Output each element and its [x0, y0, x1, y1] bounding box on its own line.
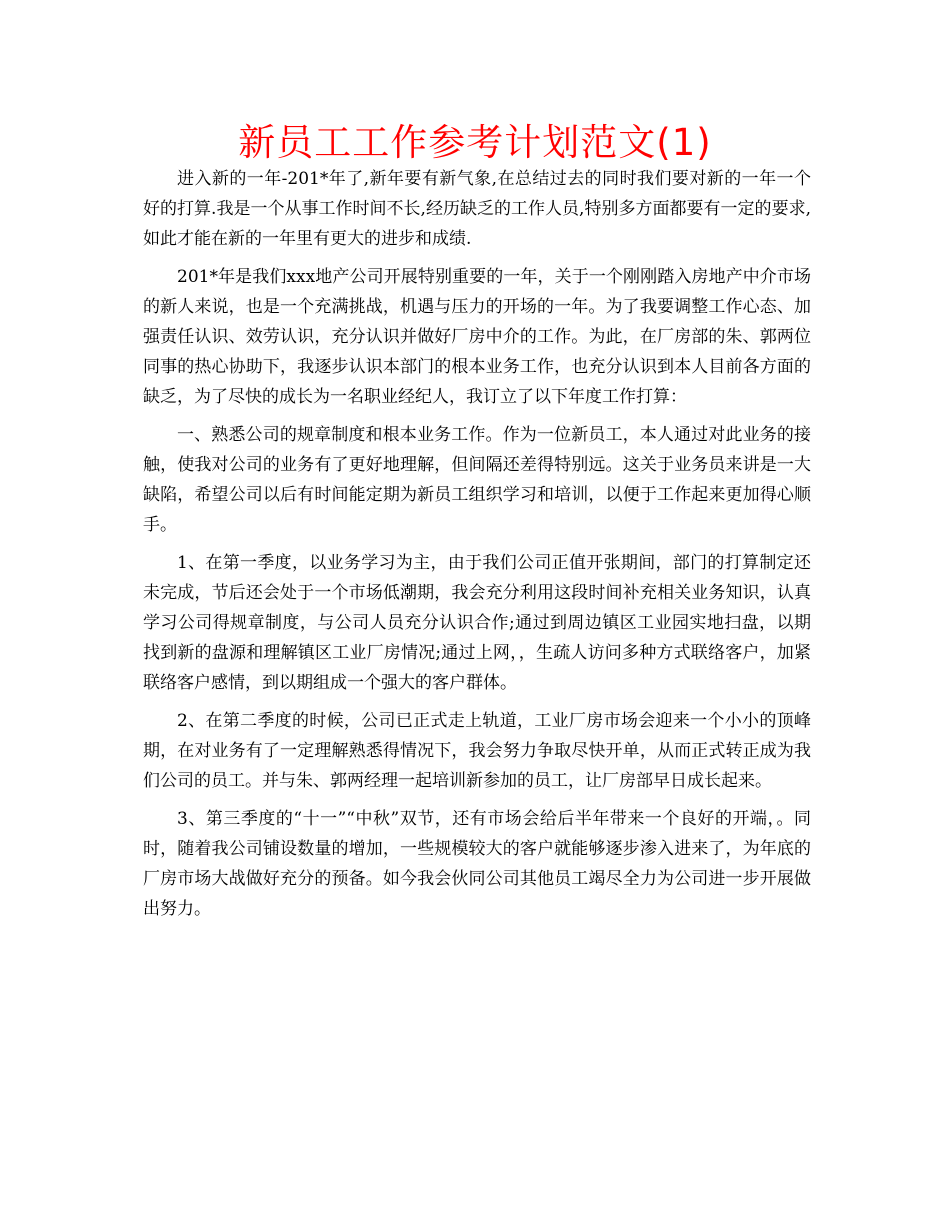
paragraph-company-year: 201*年是我们xxx地产公司开展特别重要的一年，关于一个刚刚踏入房地产中介市场的新人来说，也是一个充满挑战，机遇与压力的开场的一年。为了我要调整工作心态、加强责任认识、效劳认识，充分认识并做好厂房中介的工作。为此，在厂房部的朱、郭两位同事的热心协助下，我逐步认识本部门的根本业务工作，也充分认识到本人目前各方面的缺乏，为了尽快的成长为一名职业经纪人，我订立了以下年度工作打算： — [143, 267, 811, 407]
document-body — [143, 164, 811, 932]
paragraph-quarter-two: 2、在第二季度的时候，公司已正式走上轨道，工业厂房市场会迎来一个小小的顶峰期，在对业务有了一定理解熟悉得情况下，我会努力争取尽快开单，从而正式转正成为我们公司的员工。并与朱、郭两经理一起培训新参加的员工，让厂房部早日成长起来。 — [143, 711, 811, 791]
paragraph-rules-familiarity: 一、熟悉公司的规章制度和根本业务工作。作为一位新员工，本人通过对此业务的接触，使我对公司的业务有了更好地理解，但间隔还差得特别远。这关于业务员来讲是一大缺陷，希望公司以后有时间能定期为新员工组织学习和培训，以便于工作起来更加得心顺手。 — [143, 425, 811, 535]
paragraph-quarter-three: 3、第三季度的“十一”“中秋”双节，还有市场会给后半年带来一个良好的开端，。同时，随着我公司铺设数量的增加，一些规模较大的客户就能够逐步渗入进来了，为年底的厂房市场大战做好充分的预备。如今我会伙同公司其他员工竭尽全力为公司进一步开展做出努力。 — [143, 809, 811, 919]
paragraph-intro: 进入新的一年-201*年了,新年要有新气象,在总结过去的同时我们要对新的一年一个好的打算.我是一个从事工作时间不长,经历缺乏的工作人员,特别多方面都要有一定的要求,如此才能在新的一年里有更大的进步和成绩. — [143, 169, 811, 249]
document-title: 新员工工作参考计划范文(1) — [238, 121, 712, 164]
paragraph-quarter-one: 1、在第一季度，以业务学习为主，由于我们公司正值开张期间，部门的打算制定还未完成，节后还会处于一个市场低潮期，我会充分利用这段时间补充相关业务知识，认真学习公司得规章制度，与公司人员充分认识合作;通过到周边镇区工业园实地扫盘，以期找到新的盘源和理解镇区工业厂房情况;通过上网，，生疏人访问多种方式联络客户，加紧联络客户感情，到以期组成一个强大的客户群体。 — [143, 553, 811, 693]
